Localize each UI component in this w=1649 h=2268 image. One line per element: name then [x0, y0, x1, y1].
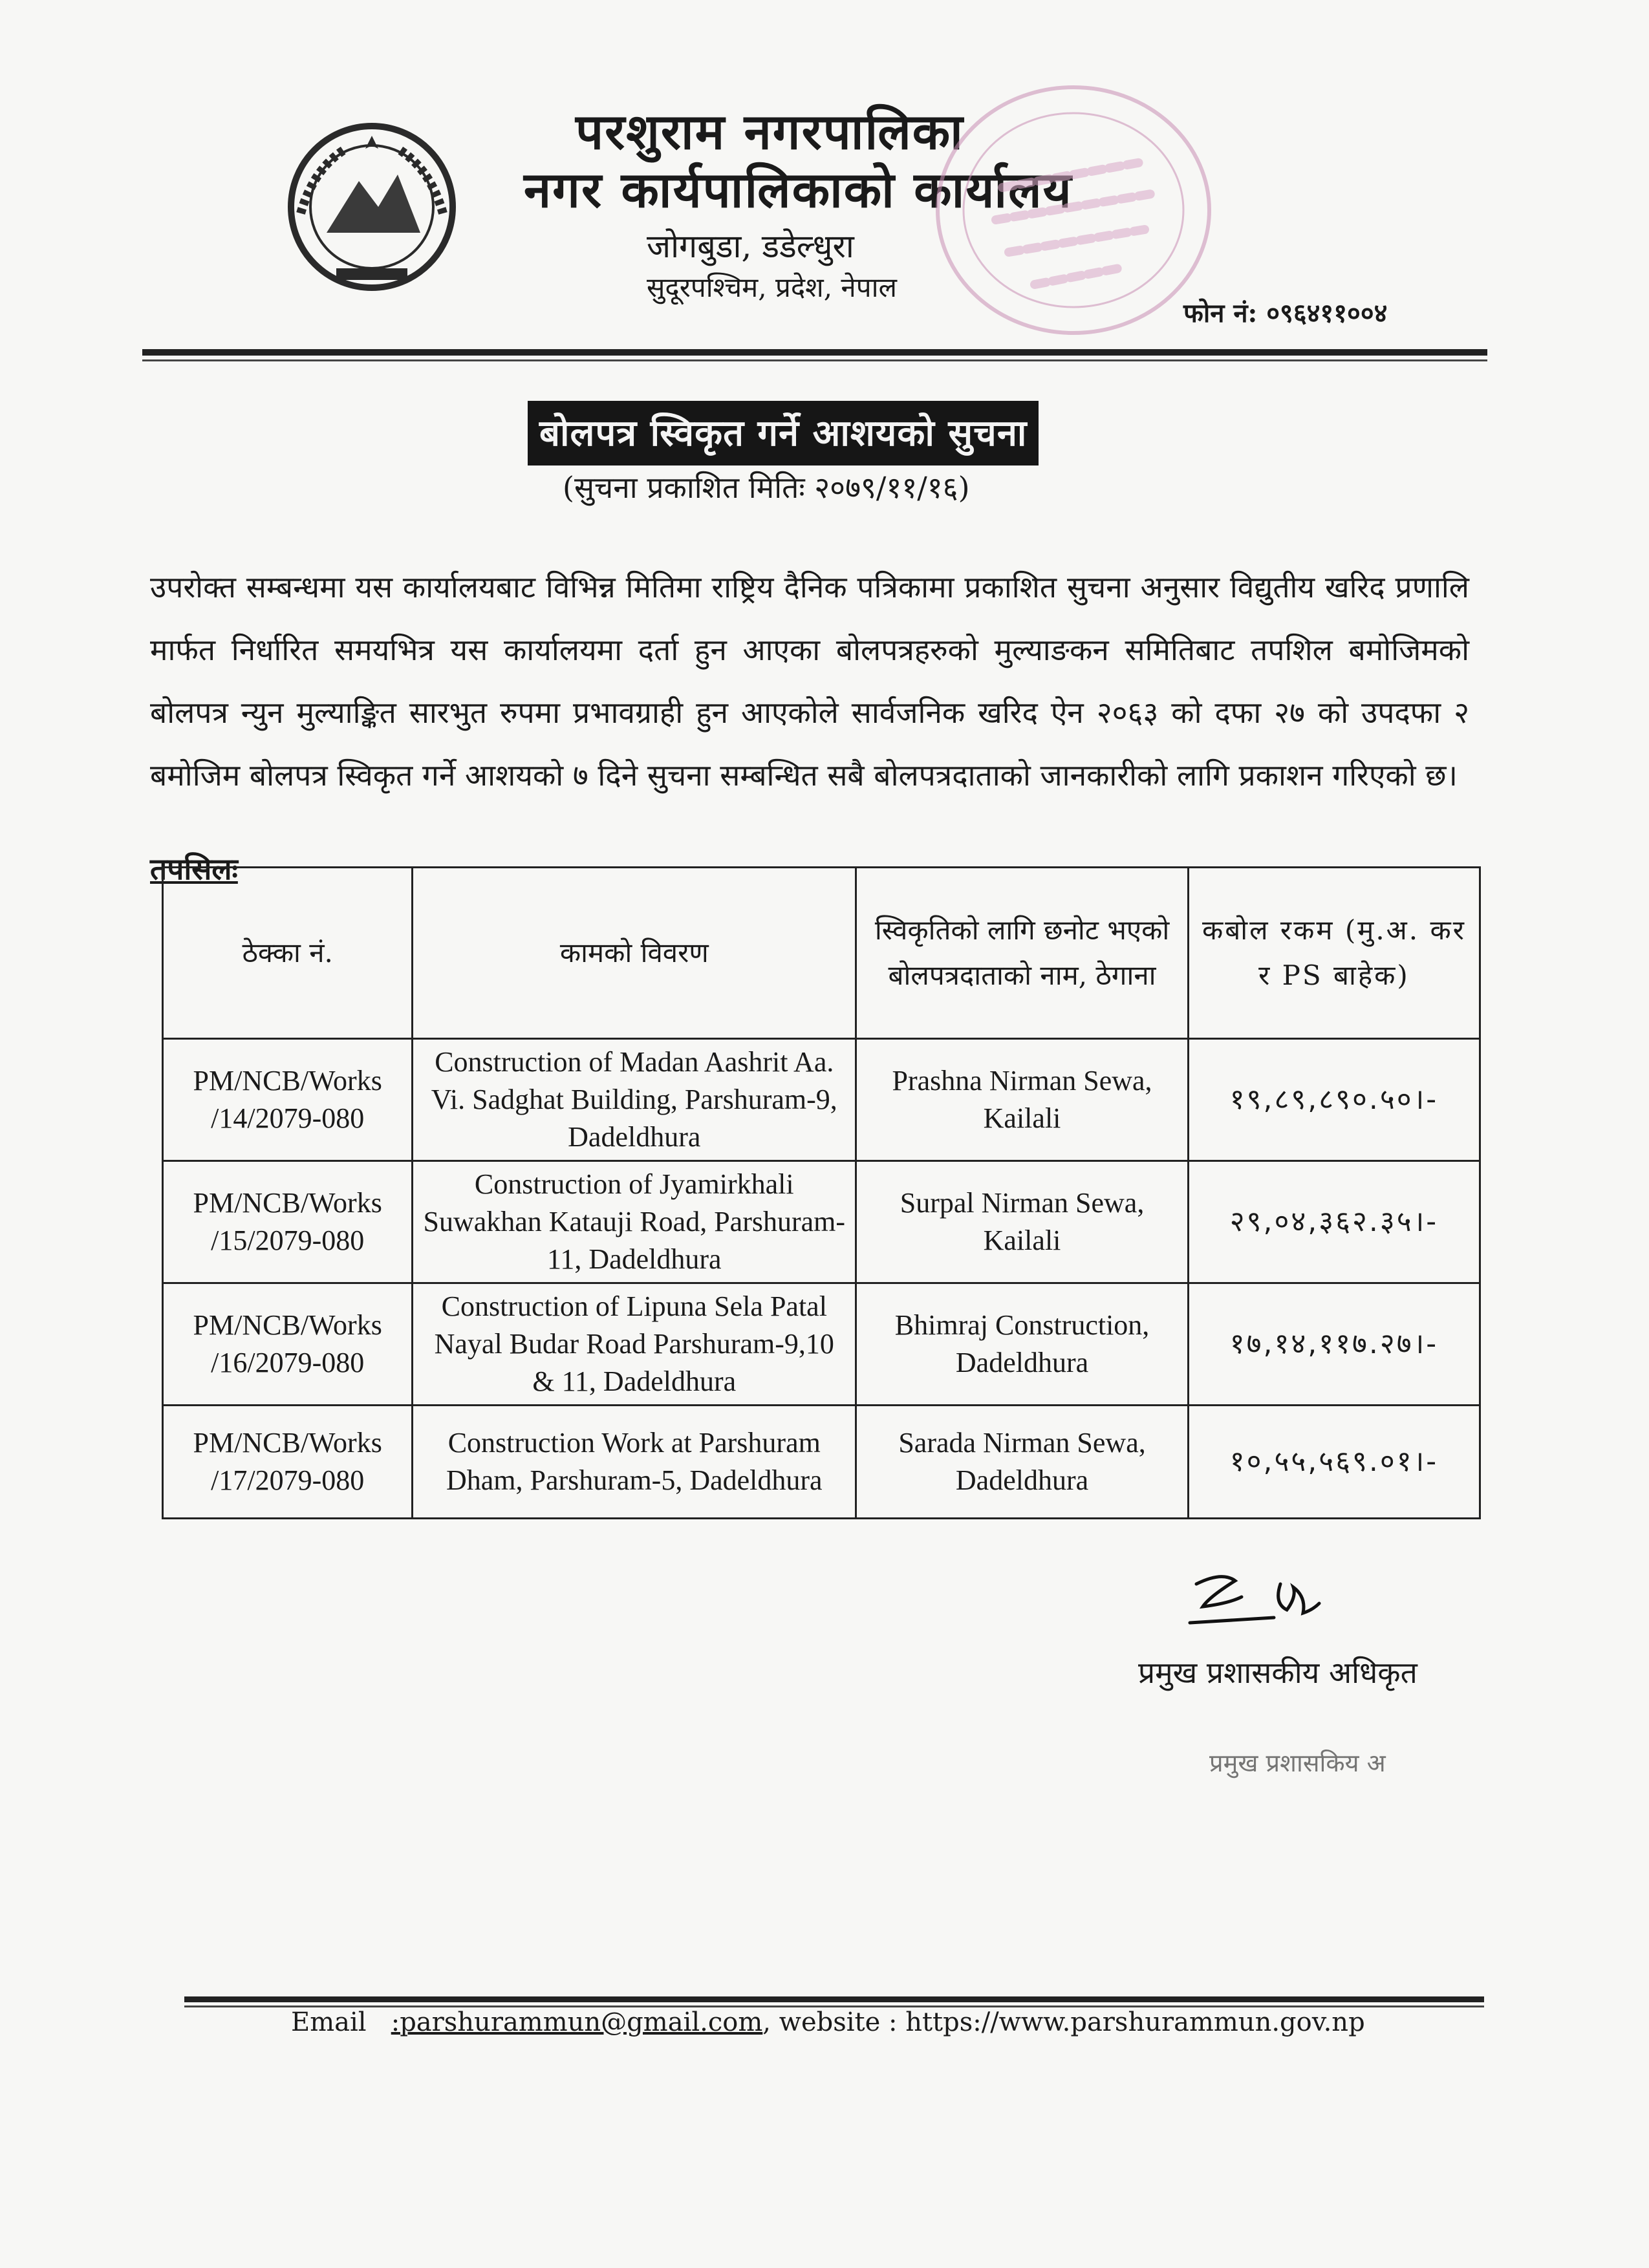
- bidder-cell: Bhimraj Construction, Dadeldhura: [856, 1283, 1189, 1406]
- email-label: Email: [291, 2007, 367, 2037]
- table-row: [163, 1039, 1480, 1161]
- contract-no-cell: PM/NCB/Works /14/2079-080: [163, 1039, 413, 1161]
- email-link[interactable]: :parshurammun@gmail.com: [391, 2007, 763, 2037]
- notice-title: बोलपत्र स्विकृत गर्ने आशयको सुचना: [528, 401, 1039, 465]
- address-line-2: सुदूरपश्चिम, प्रदेश, नेपाल: [647, 272, 897, 303]
- description-cell: Construction of Jyamirkhali Suwakhan Katauji Road, Parshuram-11, Dadeldhura: [413, 1161, 856, 1283]
- contract-no-cell: PM/NCB/Works /16/2079-080: [163, 1283, 413, 1406]
- footer-contact: [291, 2007, 1365, 2037]
- contract-no-cell: PM/NCB/Works /15/2079-080: [163, 1161, 413, 1283]
- office-seal-stamp: [925, 71, 1222, 349]
- org-name: परशुराम नगरपालिका: [576, 103, 964, 160]
- footer-divider: [184, 1996, 1484, 2002]
- amount-cell: १०,५५,५६९.०१।-: [1188, 1406, 1480, 1519]
- description-cell: Construction of Madan Aashrit Aa. Vi. Sadghat Building, Parshuram-9, Dadeldhura: [413, 1039, 856, 1161]
- table-row: [163, 1283, 1480, 1406]
- bidder-cell: Surpal Nirman Sewa, Kailali: [856, 1161, 1189, 1283]
- header-amount: कबोल रकम (मु.अ. कर र PS बाहेक): [1188, 868, 1480, 1039]
- notice-body: उपरोक्त सम्बन्धमा यस कार्यालयबाट विभिन्न मितिमा राष्ट्रिय दैनिक पत्रिकामा प्रकाशित सुचना अनुसार विद्युतीय खरिद प्रणालि मार्फत निर्धारित समयभित्र यस कार्यालयमा दर्ता हुन आएका बोलपत्रहरुको मुल्याङकन समितिबाट तपशिल बमोजिमको बोलपत्र न्युन मुल्याङ्कित सारभुत रुपमा प्रभावग्राही हुन आएकोले सार्वजनिक खरिद ऐन २०६३ को दफा २७ को उपदफा २ बमोजिम बोलपत्र स्विकृत गर्ने आशयको ७ दिने सुचना सम्बन्धित सबै बोलपत्रदाताको जानकारीको लागि प्रकाशन गरिएको छ।: [150, 570, 1469, 793]
- details-label: तपसिलः: [150, 851, 238, 886]
- office-name: नगर कार्यपालिकाको कार्यालय: [524, 161, 1073, 219]
- tender-table: [162, 866, 1481, 1519]
- website-text: , website : https://www.parshurammun.gov.np: [762, 2007, 1365, 2037]
- contract-no-cell: PM/NCB/Works /17/2079-080: [163, 1406, 413, 1519]
- bidder-cell: Sarada Nirman Sewa, Dadeldhura: [856, 1406, 1189, 1519]
- header-bidder: स्विकृतिको लागि छनोट भएको बोलपत्रदाताको नाम, ठेगाना: [856, 868, 1189, 1039]
- header-divider-thin: [142, 359, 1487, 361]
- header-contract-no: ठेक्का नं.: [163, 868, 413, 1039]
- amount-cell: १९,८९,८९०.५०।-: [1188, 1039, 1480, 1161]
- header-divider: [142, 349, 1487, 356]
- amount-cell: २९,०४,३६२.३५।-: [1188, 1161, 1480, 1283]
- signatory-stamp: प्रमुख प्रशासकिय अ: [1209, 1749, 1386, 1777]
- signatory-title: प्रमुख प्रशासकीय अधिकृत: [1138, 1655, 1417, 1690]
- table-row: [163, 1406, 1480, 1519]
- table-row: [163, 1161, 1480, 1283]
- amount-cell: १७,१४,११७.२७।-: [1188, 1283, 1480, 1406]
- header-description: कामको विवरण: [413, 868, 856, 1039]
- publish-date: (सुचना प्रकाशित मितिः २०७९/११/१६): [563, 470, 970, 505]
- nepal-government-emblem-icon: [275, 110, 469, 304]
- address-line-1: जोगबुडा, डडेल्धुरा: [647, 228, 854, 265]
- description-cell: Construction Work at Parshuram Dham, Parshuram-5, Dadeldhura: [413, 1406, 856, 1519]
- phone-number: फोन नं: ०९६४११००४: [1183, 298, 1388, 328]
- description-cell: Construction of Lipuna Sela Patal Nayal Budar Road Parshuram-9,10 & 11, Dadeldhura: [413, 1283, 856, 1406]
- handwritten-signature: [1183, 1558, 1390, 1642]
- table-header-row: [163, 868, 1480, 1039]
- bidder-cell: Prashna Nirman Sewa, Kailali: [856, 1039, 1189, 1161]
